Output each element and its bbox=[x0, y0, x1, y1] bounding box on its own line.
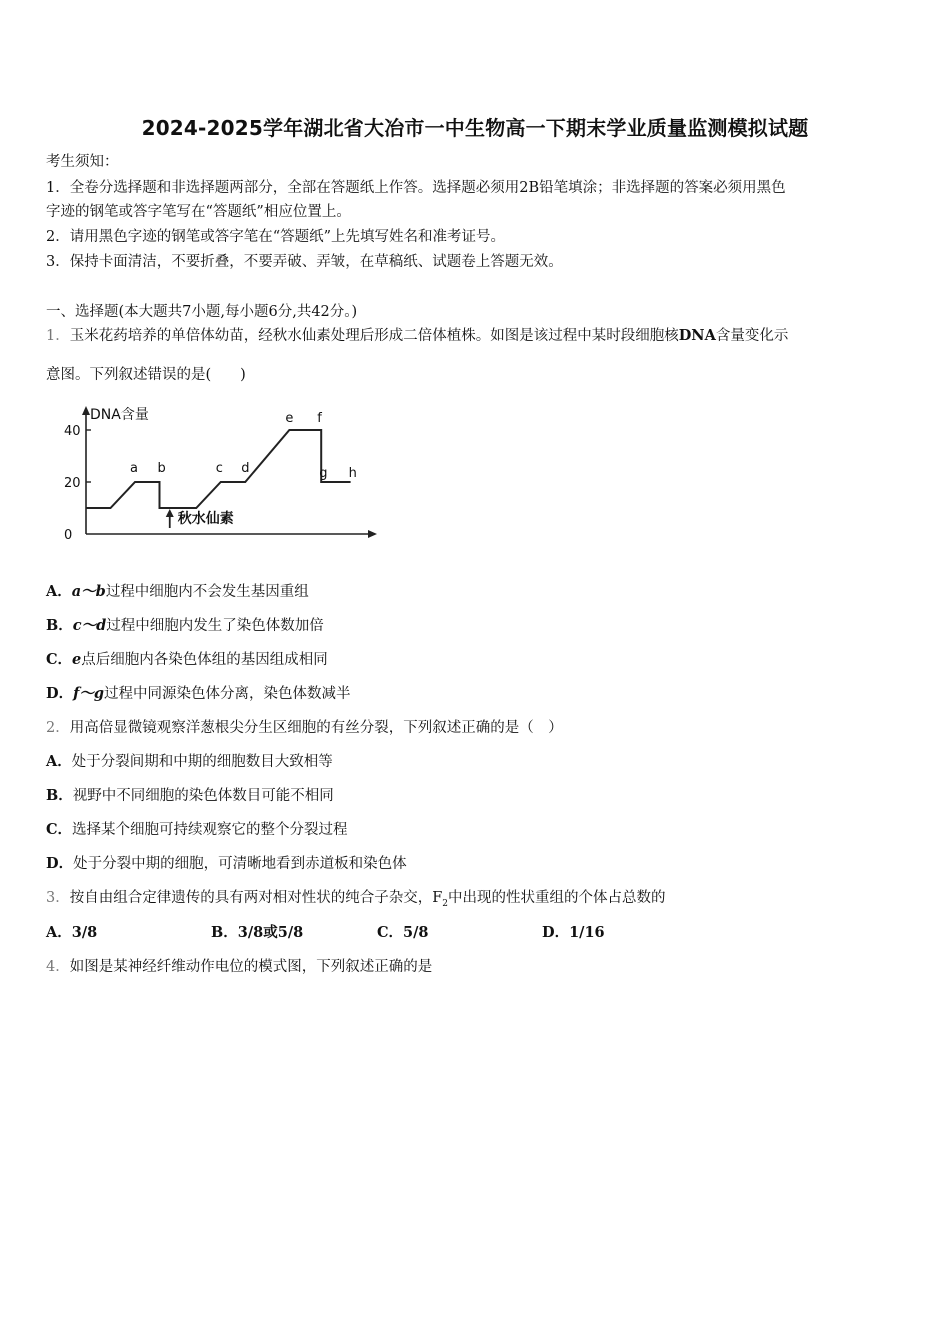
y-tick-label: 40 bbox=[64, 424, 81, 439]
option-text: 过程中同源染色体分离，染色体数减半 bbox=[103, 686, 351, 702]
option-variable: c～d bbox=[72, 617, 107, 634]
point-label: g bbox=[319, 466, 328, 481]
option-label: C． bbox=[377, 924, 404, 941]
option-text: 点后细胞内各染色体组的基因组成相同 bbox=[81, 652, 328, 668]
question-number: 4． bbox=[46, 959, 70, 975]
question-text-cont: 中出现的性状重组的个体占总数的 bbox=[448, 890, 666, 906]
question-text-cont: 含量变化示 bbox=[715, 328, 789, 344]
question-text: 按自由组合定律遗传的具有两对相对性状的纯合子杂交，F bbox=[69, 890, 443, 906]
option-text: 3/8或5/8 bbox=[237, 924, 304, 941]
option-label: A． bbox=[46, 583, 72, 600]
annotation-label: 秋水仙素 bbox=[177, 511, 234, 527]
notice-item-1-cont: 字迹的钢笔或答字笔写在“答题纸”相应位置上。 bbox=[46, 204, 351, 220]
question-number: 2． bbox=[46, 720, 70, 736]
option-label: B． bbox=[211, 924, 238, 941]
point-label: d bbox=[241, 461, 250, 476]
q2-option-d[interactable] bbox=[46, 854, 407, 874]
option-variable: a～b bbox=[71, 583, 106, 600]
q2-option-a[interactable] bbox=[46, 752, 333, 772]
point-label: f bbox=[317, 411, 322, 426]
q2-option-c[interactable] bbox=[46, 820, 348, 840]
page-title: 2024-2025学年湖北省大冶市一中生物高一下期末学业质量监测模拟试题 bbox=[141, 116, 809, 140]
y-tick-label: 20 bbox=[64, 476, 81, 491]
option-text: 1/16 bbox=[569, 924, 605, 941]
point-label: h bbox=[348, 466, 357, 481]
option-label: A． bbox=[46, 753, 72, 770]
option-label: A． bbox=[46, 924, 72, 941]
question-number: 1． bbox=[46, 328, 70, 344]
y-axis-arrow bbox=[82, 406, 90, 415]
option-text: 过程中细胞内不会发生基因重组 bbox=[105, 584, 309, 600]
option-label: D． bbox=[542, 924, 570, 941]
q1-option-d[interactable] bbox=[46, 684, 350, 704]
dna-content-chart bbox=[50, 398, 390, 546]
option-text: 视野中不同细胞的染色体数目可能不相同 bbox=[72, 788, 334, 804]
y-axis-label: DNA含量 bbox=[90, 407, 149, 423]
question-text: 玉米花药培养的单倍体幼苗，经秋水仙素处理后形成二倍体植株。如图是该过程中某时段细胞核 bbox=[69, 328, 679, 344]
option-text: 3/8 bbox=[71, 924, 98, 941]
point-label: a bbox=[130, 461, 138, 476]
q3-option-b[interactable] bbox=[211, 923, 303, 943]
option-label: D． bbox=[46, 685, 74, 702]
section-heading: 一、选择题(本大题共7小题,每小题6分,共42分。) bbox=[46, 304, 358, 320]
point-label: b bbox=[157, 461, 166, 476]
question-3 bbox=[46, 888, 666, 914]
option-label: C． bbox=[46, 651, 73, 668]
point-label: c bbox=[215, 461, 223, 476]
question-text: 如图是某神经纤维动作电位的模式图，下列叙述正确的是 bbox=[69, 959, 433, 975]
q1-option-b[interactable] bbox=[46, 616, 324, 636]
q3-option-a[interactable] bbox=[46, 923, 97, 943]
notice-item-2: 2．请用黑色字迹的钢笔或答字笔在“答题纸”上先填写姓名和准考证号。 bbox=[46, 229, 506, 245]
q3-option-d[interactable] bbox=[542, 923, 605, 943]
q1-option-c[interactable] bbox=[46, 650, 328, 670]
q2-option-b[interactable] bbox=[46, 786, 334, 806]
annotation-arrow-head bbox=[166, 509, 174, 517]
notice-item-3: 3．保持卡面清洁，不要折叠，不要弄破、弄皱，在草稿纸、试题卷上答题无效。 bbox=[46, 254, 563, 270]
option-variable: f～g bbox=[73, 685, 104, 702]
option-label: C． bbox=[46, 821, 73, 838]
question-1 bbox=[46, 326, 788, 346]
option-text: 5/8 bbox=[403, 924, 429, 941]
question-number: 3． bbox=[46, 890, 70, 906]
option-text: 过程中细胞内发生了染色体数加倍 bbox=[106, 618, 324, 634]
chart-marks bbox=[86, 411, 357, 528]
point-label: e bbox=[285, 411, 294, 426]
x-axis-arrow bbox=[368, 530, 377, 538]
dna-term: DNA bbox=[678, 327, 716, 344]
option-label: B． bbox=[46, 787, 73, 804]
option-label: B． bbox=[46, 617, 73, 634]
question-1-cont: 意图。下列叙述错误的是( ) bbox=[46, 367, 246, 383]
y-tick-label: 0 bbox=[64, 528, 73, 543]
question-4 bbox=[46, 957, 432, 977]
notice-item-1: 1．全卷分选择题和非选择题两部分，全部在答题纸上作答。选择题必须用2B铅笔填涂；非选择题的答案必须用黑色 bbox=[46, 180, 786, 196]
option-text: 选择某个细胞可持续观察它的整个分裂过程 bbox=[72, 822, 348, 838]
question-2 bbox=[46, 718, 563, 738]
notice-heading: 考生须知： bbox=[46, 154, 119, 170]
question-text: 用高倍显微镜观察洋葱根尖分生区细胞的有丝分裂，下列叙述正确的是（ ） bbox=[69, 720, 563, 736]
q1-option-a[interactable] bbox=[46, 582, 309, 602]
option-label: D． bbox=[46, 855, 74, 872]
option-variable: e bbox=[72, 651, 82, 668]
subscript: 2 bbox=[442, 898, 449, 909]
q3-option-c[interactable] bbox=[377, 923, 429, 943]
option-text: 处于分裂间期和中期的细胞数目大致相等 bbox=[71, 754, 333, 770]
option-text: 处于分裂中期的细胞，可清晰地看到赤道板和染色体 bbox=[73, 856, 407, 872]
